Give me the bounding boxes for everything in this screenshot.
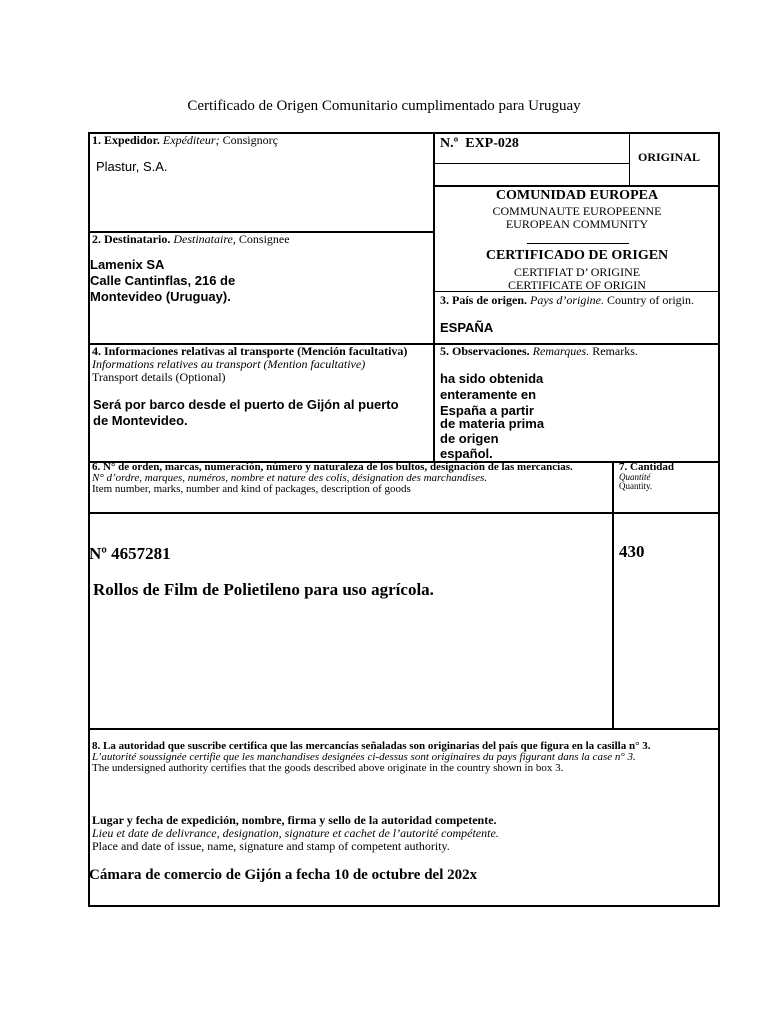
- remarks-line-1: ha sido obtenida: [440, 371, 544, 386]
- remarks-line-2: enteramente en: [440, 387, 537, 402]
- box8-cert-en: The undersigned authority certifies that the goods described above originate in the country shown in box 3.: [92, 762, 564, 774]
- transport-line-2: de Montevideo.: [93, 413, 188, 428]
- original-label: ORIGINAL: [638, 150, 701, 164]
- border-left: [88, 132, 90, 907]
- number-field: N.º EXP-028: [440, 136, 519, 151]
- box8-cert-es: 8. La autoridad que suscribe certifica que las mercancías señaladas son originarias del país que figura en la casilla n° 3.: [92, 740, 651, 752]
- box8-place-es: Lugar y fecha de expedición, nombre, firma y sello de la autoridad competente.: [92, 813, 497, 827]
- box4-label-fr: Informations relatives au transport (Mention facultative): [92, 357, 366, 371]
- box1-label: 1. Expedidor. Expéditeur; Consignorç: [92, 133, 278, 147]
- border-bottom: [88, 905, 720, 907]
- consignee-line-3: Montevideo (Uruguay).: [90, 289, 231, 304]
- remarks-line-4: de materia prima: [440, 416, 545, 431]
- divider-goods: [88, 512, 720, 514]
- country-value: ESPAÑA: [440, 320, 494, 335]
- exporter-value: Plastur, S.A.: [96, 159, 168, 174]
- divider-center: [433, 132, 435, 462]
- box2-label: 2. Destinatario. Destinataire, Consignee: [92, 232, 290, 246]
- divider-community-top: [435, 185, 719, 187]
- community-fr: COMMUNAUTE EUROPEENNE: [492, 204, 662, 218]
- divider-box7: [612, 461, 614, 730]
- remarks-line-5: de origen: [440, 431, 499, 446]
- box6-label-fr: N° d’ordre, marques, numéros, nombre et nature des colis, désignation des marchandises.: [92, 472, 488, 484]
- remarks-line-3: España a partir: [440, 403, 534, 418]
- community-es: COMUNIDAD EUROPEA: [495, 188, 659, 203]
- authority-value: Cámara de comercio de Gijón a fecha 10 de octubre del 202x: [89, 867, 478, 883]
- box4-label-es: 4. Informaciones relativas al transporte (Mención facultativa): [92, 344, 408, 358]
- box6-label-es: 6. N° de orden, marcas, numeración, número y naturaleza de los bultos, designación de las mercancías.: [92, 461, 573, 473]
- divider-original: [629, 132, 630, 186]
- community-separator: [527, 243, 629, 244]
- divider-number: [435, 163, 630, 164]
- box7-label-fr: Quantité: [619, 472, 651, 482]
- divider-box8: [88, 728, 720, 730]
- box7-label-es: 7. Cantidad: [619, 461, 675, 473]
- certificate-es: CERTIFICADO DE ORIGEN: [485, 248, 669, 263]
- certificate-fr: CERTIFIAT D’ ORIGINE: [513, 265, 641, 279]
- goods-description: Rollos de Film de Polietileno para uso agrícola.: [93, 580, 434, 599]
- consignee-line-2: Calle Cantinflas, 216 de: [90, 273, 236, 288]
- box6-label-en: Item number, marks, number and kind of packages, description of goods: [92, 483, 411, 495]
- box8-place-fr: Lieu et date de delivrance, designation, signature et cachet de l’autorité compétente.: [92, 826, 499, 840]
- box8-place-en: Place and date of issue, name, signature and stamp of competent authority.: [92, 839, 450, 853]
- certificate-en: CERTIFICATE OF ORIGIN: [508, 278, 646, 292]
- quantity-value: 430: [619, 542, 645, 561]
- document-title: Certificado de Origen Comunitario cumplimentado para Uruguay: [187, 98, 581, 114]
- community-en: EUROPEAN COMMUNITY: [505, 217, 649, 231]
- box8-cert-fr: L’autorité soussignée certifie que les manchandises designées ci-dessus sont originaires du pays figurant dans la case n° 3.: [92, 751, 636, 763]
- box4-label-en: Transport details (Optional): [92, 370, 226, 384]
- remarks-line-6: español.: [440, 446, 493, 461]
- consignee-line-1: Lamenix SA: [90, 257, 165, 272]
- transport-line-1: Será por barco desde el puerto de Gijón al puerto: [93, 397, 399, 412]
- box7-label-en: Quantity.: [619, 481, 653, 491]
- box5-label: 5. Observaciones. Remarques. Remarks.: [440, 344, 638, 358]
- item-number: Nº 4657281: [89, 544, 171, 563]
- box3-label: 3. País de origen. Pays d’origine. Country of origin.: [440, 293, 694, 307]
